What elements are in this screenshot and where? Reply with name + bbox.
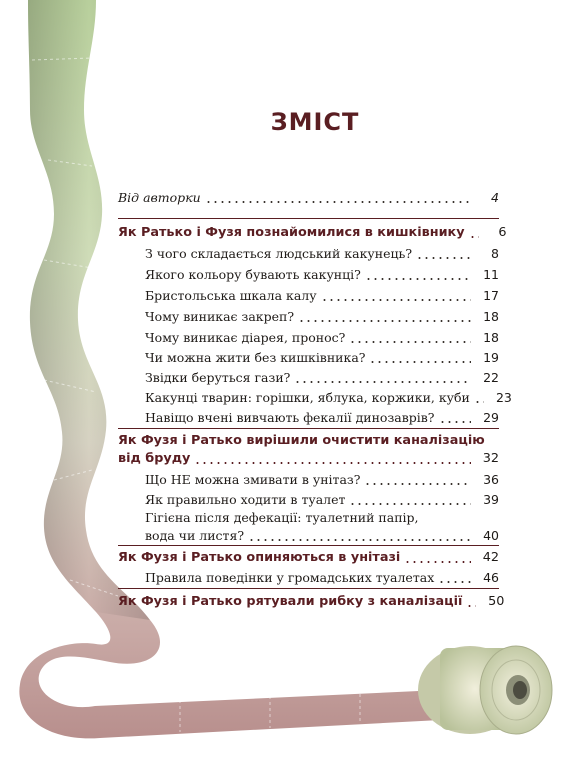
toc-entry[interactable]: Як правильно ходити в туалет 39: [145, 492, 499, 507]
toc-entry[interactable]: вода чи листя? 40: [145, 528, 499, 543]
toc-entry-line1[interactable]: Гігієна після дефекації: туалетний папір,: [145, 510, 419, 525]
page-title: ЗМІСТ: [270, 108, 360, 136]
toc-chapter[interactable]: Як Фузя і Ратько рятували рибку з каналізації 50: [118, 594, 505, 609]
section-divider: [118, 588, 499, 589]
dot-leader: [404, 561, 471, 563]
section-divider: [118, 428, 499, 429]
toc-entry[interactable]: Бристольська шкала калу 17: [145, 288, 499, 303]
dot-leader: [466, 605, 476, 607]
toc-entry[interactable]: Правила поведінки у громадських туалетах 46: [145, 570, 499, 585]
dot-leader: [298, 320, 471, 322]
toc-chapter[interactable]: Як Ратько і Фузя познайомилися в кишківнику 6: [118, 225, 507, 240]
toc-entry[interactable]: Що НЕ можна змивати в унітаз? 36: [145, 472, 499, 487]
toc-chapter[interactable]: Як Фузя і Ратько опиняються в унітазі 42: [118, 550, 499, 565]
dot-leader: [469, 236, 479, 238]
toc-chapter[interactable]: від бруду 32: [118, 451, 499, 466]
dot-leader: [439, 421, 472, 423]
dot-leader: [205, 201, 471, 203]
section-divider: [118, 545, 499, 546]
dot-leader: [248, 539, 471, 541]
dot-leader: [474, 401, 484, 403]
dot-leader: [369, 361, 471, 363]
toc-entry[interactable]: Чому виникає діарея, пронос? 18: [145, 330, 499, 345]
dot-leader: [294, 381, 471, 383]
dot-leader: [365, 278, 471, 280]
toc-chapter-line1[interactable]: Як Фузя і Ратько вирішили очистити каналізацію: [118, 433, 485, 448]
dot-leader: [194, 462, 471, 464]
dot-leader: [321, 299, 471, 301]
toc-entry-intro[interactable]: Від авторки 4: [118, 190, 499, 205]
dot-leader: [349, 341, 471, 343]
toc-entry[interactable]: Чому виникає закреп? 18: [145, 309, 499, 324]
toc-entry[interactable]: Какунці тварин: горішки, яблука, коржики, куби 23: [145, 390, 512, 405]
dot-leader: [438, 581, 471, 583]
toc-entry[interactable]: Навіщо вчені вивчають фекалії динозаврів? 29: [145, 410, 499, 425]
toc-entry[interactable]: Чи можна жити без кишківника? 19: [145, 350, 499, 365]
dot-leader: [349, 503, 471, 505]
toc-entry[interactable]: З чого складається людський какунець? 8: [145, 246, 499, 261]
toc-entry[interactable]: Звідки беруться гази? 22: [145, 370, 499, 385]
dot-leader: [364, 483, 471, 485]
section-divider: [118, 218, 499, 219]
dot-leader: [416, 257, 471, 259]
toc-entry[interactable]: Якого кольору бувають какунці? 11: [145, 267, 499, 282]
